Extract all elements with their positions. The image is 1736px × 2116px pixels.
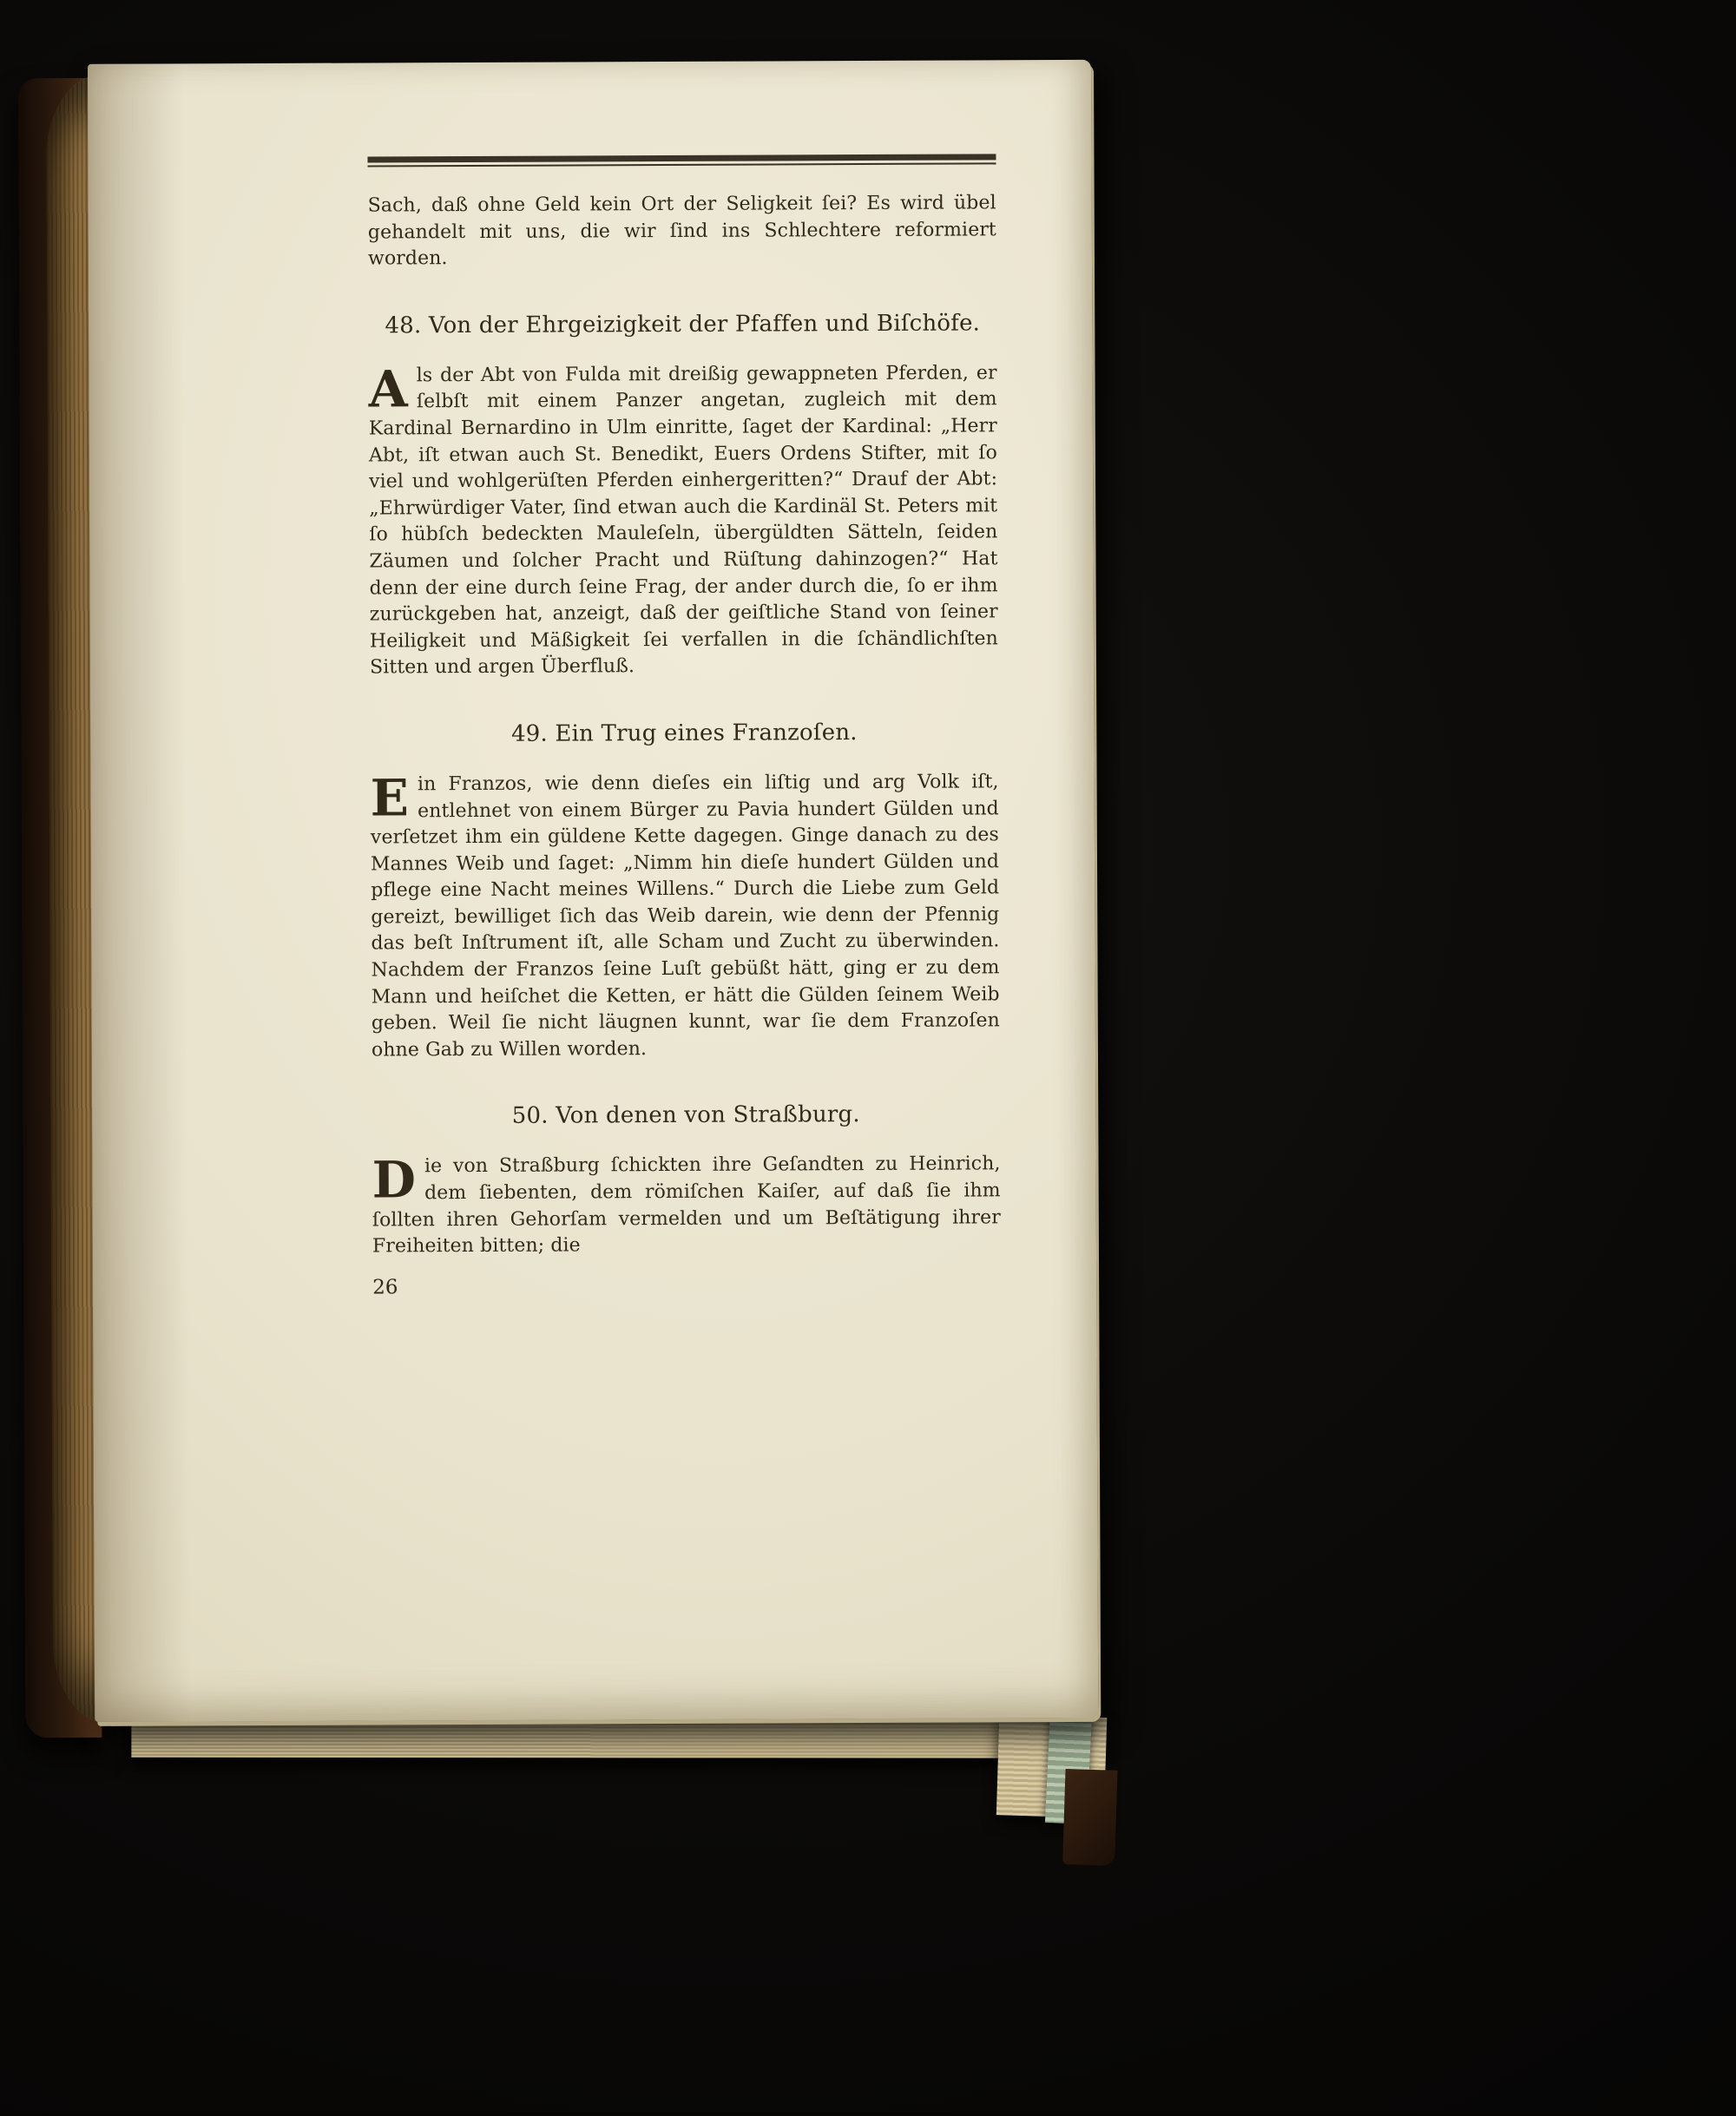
page-number: 26 [372,1276,398,1299]
section-text-49: in Franzos, wie denn dieſes ein liſtig und arg Volk iſt, entlehnet von einem Bürger zu Pavia hundert Gülden und verſetzet ihm ein güldene Kette dagegen. Ginge danach zu des Mannes Weib und ſaget: „Nimm hin dieſe hundert Gülden und pflege eine Nacht meines Willens.“ Durch die Liebe zum Geld gereizt, bewilliget ſich das Weib darein, wie denn der Pfennig das beſt Inſtrument iſt, alle Scham und Zucht zu überwinden. Nachdem der Franzos ſeine Luſt gebüßt hätt, ging er zu dem Mann und heiſchet die Ketten, er hätt die Gülden ſeinem Weib geben. Weil ſie nicht läugnen kunnt, war ſie dem Franzoſen ohne Gab zu Willen worden. [370,771,1000,1061]
section-heading-49: 49. Ein Trug eines Franzoſen. [510,719,858,747]
book-page [88,60,1098,1722]
section-paragraph-50 [372,1152,1001,1261]
section-heading-48: 48. Von der Ehrgeizigkeit der Pfaffen und Biſchöfe. [385,310,981,339]
section-paragraph-48 [369,360,999,681]
drop-cap-48: A [368,359,408,419]
continuation-paragraph: Sach, daß ohne Geld kein Ort der Seligkeit ſei? Es wird übel gehandelt mit uns, die wir ſind ins Schlechtere reformiert worden. [367,192,996,270]
section-text-50: ie von Straßburg ſchickten ihre Geſandten zu Heinrich, dem ſiebenten, dem römiſchen Kaiſer, auf daß ſie ihm ſollten ihren Gehorſam vermelden und um Beſtätigung ihrer Freiheiten bitten; die [372,1153,1001,1258]
text-block [367,154,1001,1298]
drop-cap-50: D [372,1150,417,1210]
drop-cap-49: E [370,768,410,828]
head-rule [367,154,996,167]
section-text-48: ls der Abt von Fulda mit dreißig gewappneten Pferden, er ſelbſt mit einem Panzer angetan, zugleich mit dem Kardinal Bernardino in Ulm einritte, ſaget der Kardinal: „Herr Abt, iſt etwan auch St. Benedikt, Euers Ordens Stifter, mit ſo viel und wohlgerüſten Pferden einhergeritten?“ Drauf der Abt: „Ehrwürdiger Vater, ſind etwan auch die Kardinäl St. Peters mit ſo hübſch bedeckten Mauleſeln, übergüldten Sätteln, ſeiden Zäumen und ſolcher Pracht und Rüſtung dahinzogen?“ Hat denn der eine durch ſeine Frag, der ander durch die, ſo er ihm zurückgeben hat, anzeigt, daß der geiſtliche Stand von ſeiner Heiligkeit und Mäßigkeit ſei verfallen in die ſchändlichſten Sitten und argen Überfluß. [368,362,998,679]
section-paragraph-49 [371,769,1000,1064]
book-cover-corner [1062,1769,1117,1866]
section-heading-50: 50. Von denen von Straßburg. [511,1101,860,1130]
